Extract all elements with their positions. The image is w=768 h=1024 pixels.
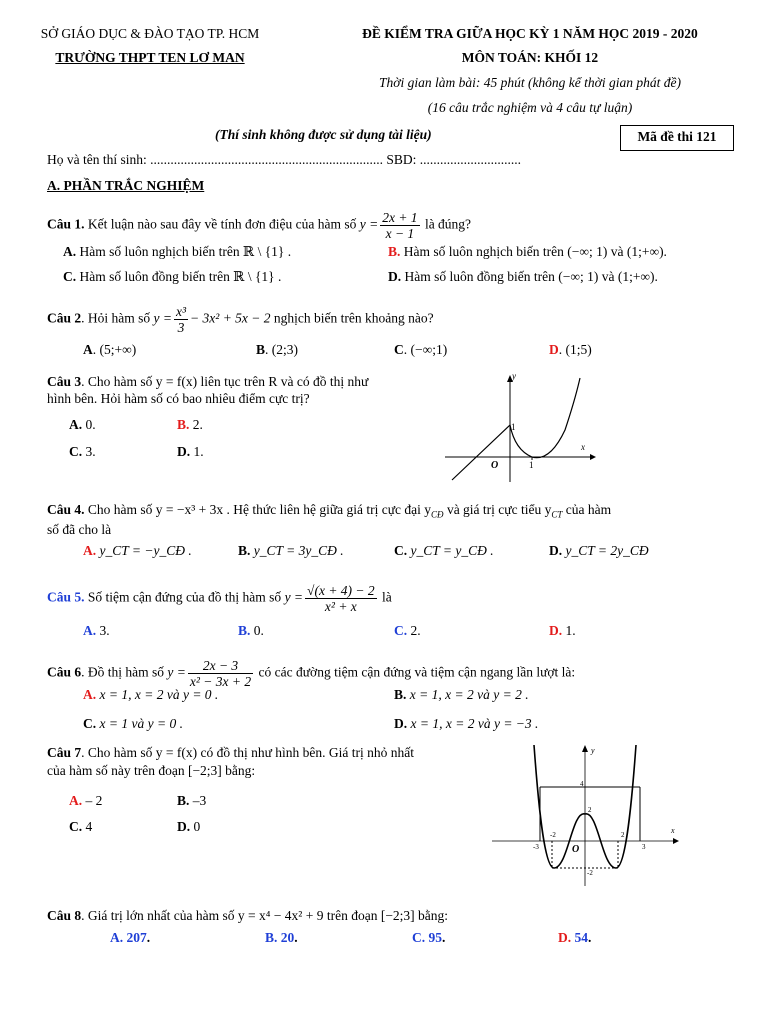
q5-b-text: 0.	[250, 623, 264, 638]
q8-c-key: C.	[412, 930, 426, 945]
q1-option-c[interactable]	[63, 268, 281, 286]
q2-rest: − 3x² + 5x − 2	[190, 310, 271, 326]
time-note: Thời gian làm bài: 45 phút (không kể thời gian phát đề)	[378, 75, 681, 90]
q7-tick-x3: 3	[642, 843, 646, 851]
q2-option-a[interactable]	[83, 341, 136, 359]
q5-a-key: A.	[83, 623, 97, 638]
student-info-line: Họ và tên thí sinh: ..................................................................... SBD: ..............................	[47, 152, 522, 167]
q8-a-key: A.	[110, 930, 124, 945]
q6-d-key: D.	[394, 716, 408, 731]
q3-b-text: 2.	[189, 417, 203, 432]
question-3-line-2: hình bên. Hỏi hàm số có bao nhiêu điểm cực trị?	[47, 391, 310, 406]
q4-option-b[interactable]	[238, 542, 344, 560]
q3-d-text: 1.	[190, 444, 204, 459]
q5-fraction	[305, 583, 377, 614]
q6-b-key: B.	[394, 687, 407, 702]
q7-c-key: C.	[69, 819, 83, 834]
q1-c-key: C.	[63, 269, 77, 284]
q3-origin-label: O	[491, 460, 499, 471]
q7-tick-x2: 2	[621, 831, 625, 839]
q8-d-key: D.	[558, 930, 572, 945]
q2-text: . Hỏi hàm số	[81, 310, 154, 326]
q7-a-text: – 2	[82, 793, 103, 808]
exam-title: ĐỀ KIỂM TRA GIỮA HỌC KỲ 1 NĂM HỌC 2019 - 2020	[362, 26, 698, 41]
q1-den: x − 1	[385, 226, 415, 241]
q4-b-key: B.	[238, 543, 251, 558]
q6-text-after: có các đường tiệm cận đứng và tiệm cận ngang lần lượt là:	[255, 664, 576, 680]
department-name: SỞ GIÁO DỤC & ĐÀO TẠO TP. HCM	[40, 26, 260, 41]
q7-d-text: 0	[190, 819, 201, 834]
q6-option-d[interactable]	[394, 715, 538, 733]
q7-a-key: A.	[69, 793, 83, 808]
question-4-line-2: số đã cho là	[47, 522, 112, 537]
q3-c-text: 3.	[82, 444, 96, 459]
q7-option-c[interactable]	[69, 818, 92, 836]
q6-c-text: x = 1 và y = 0 .	[96, 716, 183, 731]
q7-graph	[488, 740, 688, 890]
q1-b-text: Hàm số luôn nghịch biến trên (−∞; 1) và (1;+∞).	[400, 244, 667, 259]
q1-a-text: Hàm số luôn nghịch biến trên ℝ \ {1} .	[76, 244, 292, 259]
q2-label: Câu 2	[47, 310, 82, 326]
q6-option-a[interactable]	[83, 686, 218, 704]
q6-a-text: x = 1, x = 2 và y = 0 .	[96, 687, 219, 702]
q7-x-arrow-icon	[673, 838, 679, 844]
q7-option-b[interactable]	[177, 792, 206, 810]
q5-a-text: 3.	[96, 623, 110, 638]
q4-a-text: y_CT = −y_CĐ .	[96, 543, 192, 558]
q3-graph	[440, 370, 600, 485]
q5-num: √(x + 4) − 2	[307, 583, 375, 598]
q4-a-key: A.	[83, 543, 97, 558]
q5-option-a[interactable]	[83, 622, 110, 640]
q2-fx: y =	[153, 310, 172, 326]
question-8	[47, 907, 448, 925]
q5-c-text: 2.	[407, 623, 421, 638]
exam-code-box	[620, 125, 734, 151]
q1-b-key: B.	[388, 244, 401, 259]
q8-option-c[interactable]	[412, 929, 445, 947]
q8-d-text: 54	[571, 930, 588, 945]
q4-option-c[interactable]	[394, 542, 494, 560]
q2-d-key: D	[549, 342, 559, 357]
q8-text: . Giá trị lớn nhất của hàm số y = x⁴ − 4x² + 9 trên đoạn [−2;3] bằng:	[81, 908, 449, 923]
q3-curve	[452, 378, 580, 480]
q4-line1b: và giá trị cực tiểu y	[443, 502, 552, 517]
q8-d-dot: .	[588, 930, 592, 945]
q3-option-b[interactable]	[177, 416, 203, 434]
q8-option-a[interactable]	[110, 929, 150, 947]
q6-fx: y =	[167, 664, 186, 680]
q3-option-a[interactable]	[69, 416, 96, 434]
q6-option-b[interactable]	[394, 686, 529, 704]
q1-fx: y =	[359, 216, 379, 232]
q7-c-text: 4	[82, 819, 93, 834]
q8-label: Câu 8	[47, 908, 82, 923]
q8-b-dot: .	[294, 930, 298, 945]
q8-option-d[interactable]	[558, 929, 591, 947]
q7-label: Câu 7	[47, 745, 82, 760]
q6-option-c[interactable]	[83, 715, 183, 733]
q3-option-c[interactable]	[69, 443, 96, 461]
q1-text: Kết luận nào sau đây về tính đơn điệu của hàm số	[84, 216, 360, 232]
q2-c-text: . (−∞;1)	[403, 342, 448, 357]
q4-d-text: y_CT = 2y_CĐ	[562, 543, 649, 558]
q2-d-text: . (1;5)	[558, 342, 592, 357]
q1-d-key: D.	[388, 269, 402, 284]
q5-option-d[interactable]	[549, 622, 576, 640]
section-a-title	[47, 178, 204, 194]
q6-den: x² − 3x + 2	[189, 674, 252, 689]
question-7-line-1	[47, 744, 414, 762]
q6-c-key: C.	[83, 716, 97, 731]
q2-b-key: B	[256, 342, 266, 357]
q6-a-key: A.	[83, 687, 97, 702]
q3-b-key: B.	[177, 417, 190, 432]
q6-fraction	[188, 658, 253, 689]
q1-text-after: là đúng?	[421, 216, 472, 232]
q4-line1c: của hàm	[562, 502, 612, 517]
q3-tick-y-label: 1	[511, 422, 516, 432]
q7-option-a[interactable]	[69, 792, 102, 810]
q2-a-text: . (5;+∞)	[92, 342, 137, 357]
q2-fraction	[174, 304, 188, 335]
q8-c-dot: .	[442, 930, 446, 945]
q1-option-b[interactable]	[388, 243, 667, 261]
q5-fx: y =	[284, 589, 304, 605]
q4-sub-ct: CT	[551, 509, 563, 520]
q7-option-d[interactable]	[177, 818, 200, 836]
q5-text-after: là	[378, 589, 392, 605]
q3-c-key: C.	[69, 444, 83, 459]
q1-fraction	[380, 210, 419, 241]
q8-a-text: 207	[123, 930, 147, 945]
q7-d-key: D.	[177, 819, 191, 834]
q2-option-d[interactable]	[549, 341, 592, 359]
q4-c-text: y_CT = y_CĐ .	[407, 543, 494, 558]
q6-b-text: x = 1, x = 2 và y = 2 .	[406, 687, 529, 702]
q7-tick-xm3: -3	[533, 843, 539, 851]
q3-line1: . Cho hàm số y = f(x) liên tục trên R và có đồ thị như	[81, 374, 369, 389]
question-2	[47, 304, 434, 335]
q5-b-key: B.	[238, 623, 251, 638]
q1-option-a[interactable]	[63, 243, 291, 261]
q2-option-b[interactable]	[256, 341, 298, 359]
q4-c-key: C.	[394, 543, 408, 558]
q1-option-d[interactable]	[388, 268, 658, 286]
no-documents-note: (Thí sinh không được sử dụng tài liệu)	[215, 127, 432, 142]
count-note: (16 câu trắc nghiệm và 4 câu tự luận)	[427, 100, 633, 115]
q5-den: x² + x	[324, 599, 357, 614]
q1-c-text: Hàm số luôn đồng biến trên ℝ \ {1} .	[76, 269, 282, 284]
q4-sub-cd: CĐ	[431, 509, 444, 520]
q8-option-b[interactable]	[265, 929, 298, 947]
school-name: TRƯỜNG THPT TEN LƠ MAN	[55, 50, 245, 65]
q7-tick-2: 2	[588, 806, 592, 814]
q2-c-key: C	[394, 342, 404, 357]
question-6	[47, 658, 575, 689]
q3-option-d[interactable]	[177, 443, 204, 461]
q4-label: Câu 4.	[47, 502, 85, 517]
q6-d-text: x = 1, x = 2 và y = −3 .	[407, 716, 539, 731]
q3-tick-x-label: 1	[529, 460, 534, 470]
q4-b-text: y_CT = 3y_CĐ .	[250, 543, 344, 558]
q5-c-key: C.	[394, 623, 408, 638]
q3-a-text: 0.	[82, 417, 96, 432]
q3-a-key: A.	[69, 417, 83, 432]
question-5	[47, 583, 392, 614]
section-a-label: A. PHẦN TRẮC NGHIỆM	[47, 178, 205, 193]
q5-d-key: D.	[549, 623, 563, 638]
q3-d-key: D.	[177, 444, 191, 459]
q8-b-key: B.	[265, 930, 278, 945]
q3-x-arrow-icon	[590, 454, 596, 460]
q5-text: Số tiệm cận đứng của đồ thị hàm số	[84, 589, 285, 605]
q7-y-arrow-icon	[582, 745, 588, 752]
q5-option-c[interactable]	[394, 622, 421, 640]
q4-line1: Cho hàm số y = −x³ + 3x . Hệ thức liên hệ giữa giá trị cực đại y	[84, 502, 432, 517]
q2-option-c[interactable]	[394, 341, 447, 359]
q2-num: x³	[176, 304, 187, 319]
q3-label: Câu 3	[47, 374, 82, 389]
q6-text: . Đồ thị hàm số	[81, 664, 168, 680]
q4-option-a[interactable]	[83, 542, 192, 560]
q7-tick-xm2: -2	[550, 831, 556, 839]
question-3-line-1	[47, 373, 368, 391]
q7-tick-4: 4	[580, 780, 584, 788]
q1-num: 2x + 1	[382, 210, 418, 225]
q5-label: Câu 5.	[47, 589, 85, 605]
q3-x-label: x	[581, 442, 585, 452]
q8-a-dot: .	[146, 930, 151, 945]
q7-b-key: B.	[177, 793, 190, 808]
q7-origin-label: O	[572, 844, 580, 855]
question-4-line-1	[47, 501, 611, 524]
q5-option-b[interactable]	[238, 622, 264, 640]
q6-label: Câu 6	[47, 664, 82, 680]
subject-title: MÔN TOÁN: KHỐI 12	[461, 50, 599, 65]
q2-a-key: A	[83, 342, 93, 357]
q8-b-text: 20	[277, 930, 295, 945]
question-1	[47, 210, 471, 241]
q1-a-key: A.	[63, 244, 77, 259]
question-7-line-2: của hàm số này trên đoạn [−2;3] bằng:	[47, 763, 256, 778]
q7-line1: . Cho hàm số y = f(x) có đồ thị như hình bên. Giá trị nhỏ nhất	[81, 745, 415, 760]
q1-d-text: Hàm số luôn đồng biến trên (−∞; 1) và (1;+∞).	[401, 269, 658, 284]
q4-option-d[interactable]	[549, 542, 649, 560]
q6-num: 2x − 3	[188, 658, 253, 674]
q4-d-key: D.	[549, 543, 563, 558]
q5-d-text: 1.	[562, 623, 576, 638]
q7-b-text: –3	[189, 793, 207, 808]
q7-x-label: x	[671, 826, 675, 835]
q7-y-label: y	[591, 746, 595, 755]
q7-tick-m2: -2	[587, 869, 593, 877]
q8-c-text: 95	[425, 930, 442, 945]
exam-code: Mã đề thi 121	[637, 129, 717, 144]
q3-y-label: y	[512, 371, 516, 381]
q2-b-text: . (2;3)	[265, 342, 299, 357]
q1-label: Câu 1.	[47, 216, 85, 232]
q2-den: 3	[177, 320, 185, 335]
q2-text-after: nghịch biến trên khoảng nào?	[270, 310, 434, 326]
